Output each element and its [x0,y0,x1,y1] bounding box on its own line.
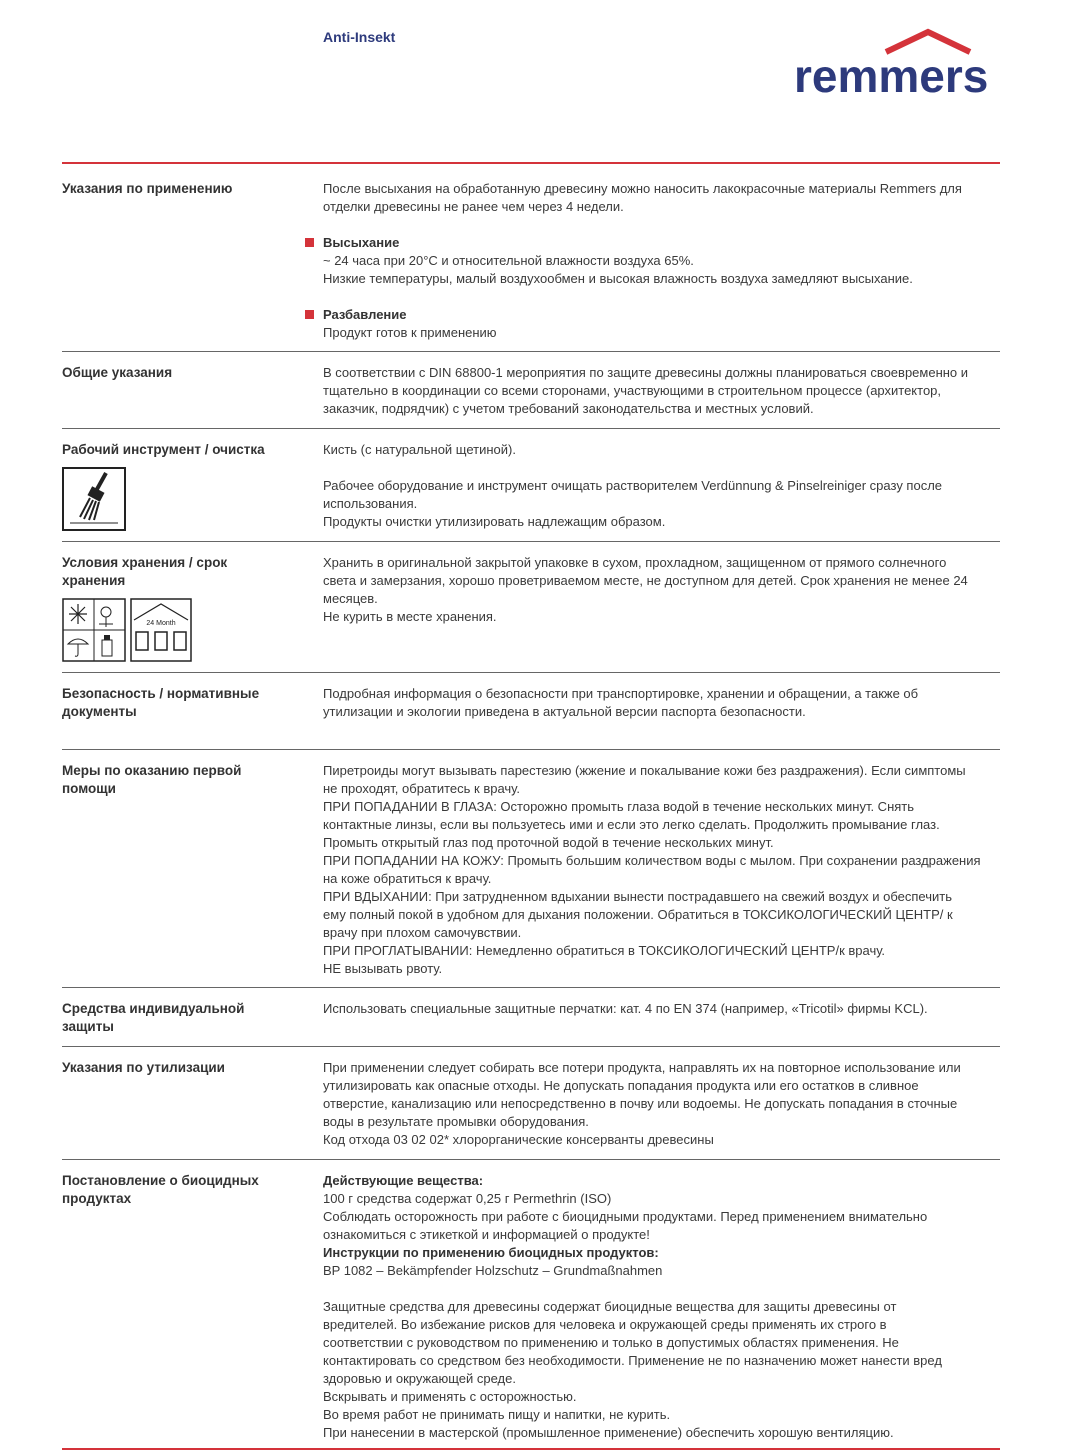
section-label: Общие указания [62,365,173,380]
section-label: Условия хранения / срок хранения [62,555,228,588]
bullet-square-icon [305,238,314,247]
divider [62,672,1000,673]
paragraph: Рабочее оборудование и инструмент очищать растворителем Verdünnung & Pinselreiniger сразу после использования. Продукты очистки утилизировать надлежащим образом. [323,478,943,529]
divider [62,428,1000,429]
paragraph: Использовать специальные защитные перчатки: кат. 4 по EN 374 (например, «Tricotil» фирмы KCL). [323,1001,928,1016]
section-label: Постановление о биоцидных продуктах [62,1173,259,1206]
svg-text:remmers: remmers [794,50,989,100]
divider [62,541,1000,542]
paragraph: Кисть (с натуральной щетиной). [323,442,516,457]
section-label: Указания по утилизации [62,1060,225,1075]
paragraph: Пиретроиды могут вызывать парестезию (жжение и покалывание кожи без раздражения). Если симптомы не проходят, обратитесь к врачу. ПРИ ПОПАДАНИИ В ГЛАЗА: Осторожно промыть глаза водой в течение нескольких минут. Снять контактные линзы, если вы пользуетесь ими и если это легко сделать. Продолжить промывание глаз. Промыть открытый глаз под проточной водой в течение нескольких минут. ПРИ ПОПАДАНИИ НА КОЖУ: Промыть большим количеством воды с мылом. При сохранении раздражения на коже обратиться к врачу. ПРИ ВДЫХАНИИ: При затрудненном вдыхании вынести пострадавшего на свежий воздух и обеспечить ему полный покой в удобном для дыхания положении. Обратиться в ТОКСИКОЛОГИЧЕСКИЙ ЦЕНТР/ к врачу при плохом самочувствии. ПРИ ПРОГЛАТЫВАНИИ: Немедленно обратиться в ТОКСИКОЛОГИЧЕСКИЙ ЦЕНТР/к врачу. НЕ вызывать рвоту. [323,763,981,976]
product-name: Anti-Insekt [323,29,396,45]
footer-divider [62,1448,1000,1450]
paragraph: BP 1082 – Bekämpfender Holzschutz – Grundmaßnahmen [323,1263,663,1278]
bullet-drying: Высыхание ~ 24 часа при 20°C и относительной влажности воздуха 65%. Низкие температуры, малый воздухообмен и высокая влажность воздуха замедляют высыхание. [323,234,1003,288]
section-label: Указания по применению [62,181,233,196]
paragraph: После высыхания на обработанную древесину можно наносить лакокрасочные материалы Remmers для отделки древесины не ранее чем через 4 недели. [323,181,962,214]
remmers-logo [790,28,1004,100]
divider [62,987,1000,988]
section-label: Меры по оказанию первой помощи [62,763,242,796]
subheading: Действующие вещества: [323,1173,484,1188]
paragraph: При применении следует собирать все потери продукта, направлять их на повторное использование или утилизировать как опасные отходы. Не допускать попадания продукта или его остатков в сливное отверстие, канализацию или непосредственно в почву или водоемы. Не допускать попадания в сточные воды в результате промывки оборудования. Код отхода 03 02 02* хлорорганические консерванты древесины [323,1060,961,1147]
shelf-life-icon [130,598,192,662]
storage-conditions-icon [62,598,126,662]
bullet-dilution: Разбавление Продукт готов к применению [323,306,1003,342]
bullet-square-icon [305,310,314,319]
paragraph: В соответствии с DIN 68800-1 мероприятия по защите древесины должны планироваться своевременно и тщательно в координации со всеми сторонами, участвующими в строительном процессе (архитектор, заказчик, подрядчик) с учетом требований законодательства и местных условий. [323,365,969,416]
subheading: Инструкции по применению биоцидных продуктов: [323,1245,659,1260]
section-label: Рабочий инструмент / очистка [62,442,265,457]
divider [62,351,1000,352]
divider [62,1159,1000,1160]
svg-text:24 Month: 24 Month [146,620,176,627]
section-label: Безопасность / нормативные документы [62,686,260,719]
divider [62,1046,1000,1047]
paragraph: Подробная информация о безопасности при транспортировке, хранении и обращении, а также об утилизации и экологии приведена в актуальной версии паспорта безопасности. [323,686,919,719]
divider [62,749,1000,750]
header-divider [62,162,1000,164]
paragraph: Защитные средства для древесины содержат биоцидные вещества для защиты древесины от вредителей. Во избежание рисков для человека и окружающей среды применять их строго в соответствии с руководством по применению и только в допустимых областях применения. Не контактировать со средством без необходимости. Применение не по назначению может нанести вред здоровью и окружающей среде. Вскрывать и применять с осторожностью. Во время работ не принимать пищу и напитки, не курить. При нанесении в мастерской (промышленное применение) обеспечить хорошую вентиляцию. [323,1299,942,1440]
section-label: Средства индивидуальной защиты [62,1001,245,1034]
brush-icon [62,467,126,531]
paragraph: Хранить в оригинальной закрытой упаковке в сухом, прохладном, защищенном от прямого солнечного света и замерзания, хорошо проветриваемом месте, не доступном для детей. Срок хранения не менее 24 месяцев. Не курить в месте хранения. [323,555,968,624]
paragraph: 100 г средства содержат 0,25 г Permethrin (ISO) Соблюдать осторожность при работе с биоцидными продуктами. Перед применением внимательно ознакомиться с этикеткой и информацией о продукте! [323,1191,928,1242]
